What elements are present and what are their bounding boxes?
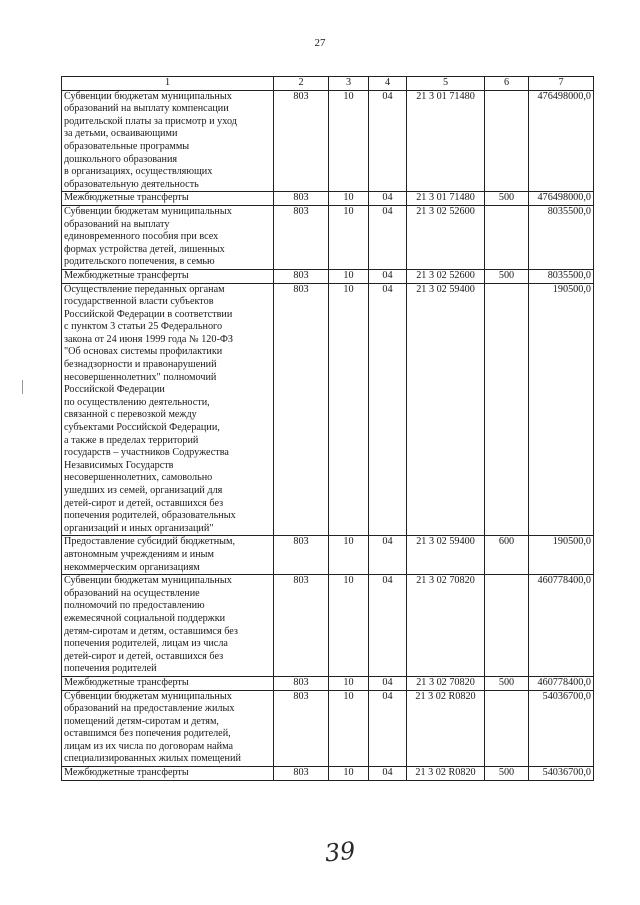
section-code-cell: 10 xyxy=(329,192,369,206)
table-row xyxy=(62,269,594,283)
row-name-cell xyxy=(62,192,274,206)
row-name-cell xyxy=(62,690,274,767)
ministry-code-cell: 803 xyxy=(274,269,329,283)
column-header: 6 xyxy=(485,77,529,91)
table-row xyxy=(62,690,594,767)
ministry-code-cell: 803 xyxy=(274,767,329,781)
row-name-text: Межбюджетные трансферты xyxy=(64,192,189,204)
expense-type-cell xyxy=(485,690,529,767)
table-row xyxy=(62,575,594,677)
row-name-text: Межбюджетные трансферты xyxy=(64,676,189,688)
amount-cell: 476498000,0 xyxy=(529,192,594,206)
row-name-cell xyxy=(62,205,274,269)
row-name-text: Межбюджетные трансферты xyxy=(64,269,189,281)
section-code-cell: 10 xyxy=(329,283,369,536)
expense-type-cell xyxy=(485,205,529,269)
target-article-cell: 21 3 01 71480 xyxy=(407,192,485,206)
column-header: 7 xyxy=(529,77,594,91)
table-row xyxy=(62,283,594,536)
ministry-code-cell: 803 xyxy=(274,90,329,192)
column-header: 3 xyxy=(329,77,369,91)
row-name-text: Субвенции бюджетам муниципальных образований на выплату компенсации родительской платы за присмотр и уход за детьми, осваивающими образовательные программы дошкольного образования в организациях, осуществляющих образовательную деятельность xyxy=(64,90,237,190)
target-article-cell: 21 3 02 52600 xyxy=(407,205,485,269)
expense-type-cell: 500 xyxy=(485,767,529,781)
ministry-code-cell: 803 xyxy=(274,536,329,575)
amount-cell: 190500,0 xyxy=(529,283,594,536)
expense-type-cell: 500 xyxy=(485,192,529,206)
expense-type-cell xyxy=(485,90,529,192)
handwritten-page-number xyxy=(310,833,370,869)
section-code-cell: 10 xyxy=(329,90,369,192)
expense-type-cell: 500 xyxy=(485,269,529,283)
column-header: 5 xyxy=(407,77,485,91)
subsection-code-cell: 04 xyxy=(369,269,407,283)
ministry-code-cell: 803 xyxy=(274,676,329,690)
amount-cell: 8035500,0 xyxy=(529,269,594,283)
row-name-cell xyxy=(62,269,274,283)
target-article-cell: 21 3 02 59400 xyxy=(407,283,485,536)
expense-type-cell: 500 xyxy=(485,676,529,690)
row-name-text: Субвенции бюджетам муниципальных образований на предоставление жилых помещений детям-сиротам и детям, оставшимся без попечения родителей, лицам из их числа по договорам найма специализированных жилых помещений xyxy=(64,690,241,765)
row-name-cell xyxy=(62,676,274,690)
target-article-cell: 21 3 02 52600 xyxy=(407,269,485,283)
column-header: 1 xyxy=(62,77,274,91)
table-row xyxy=(62,205,594,269)
page-number: 27 xyxy=(314,37,326,49)
section-code-cell: 10 xyxy=(329,536,369,575)
ministry-code-cell: 803 xyxy=(274,575,329,677)
target-article-cell: 21 3 01 71480 xyxy=(407,90,485,192)
amount-cell: 54036700,0 xyxy=(529,690,594,767)
table-row xyxy=(62,192,594,206)
subsection-code-cell: 04 xyxy=(369,192,407,206)
column-header: 4 xyxy=(369,77,407,91)
row-name-text: Субвенции бюджетам муниципальных образований на выплату единовременного пособия при всех формах устройства детей, лишенных родительского попечения, в семью xyxy=(64,205,232,268)
section-code-cell: 10 xyxy=(329,575,369,677)
row-name-text: Осуществление переданных органам государственной власти субъектов Российской Федерации в соответствии с пунктом 3 статьи 25 Федерального закона от 24 июня 1999 года № 120-ФЗ "Об основах системы профилактики безнадзорности и правонарушений несовершеннолетних" полномочий Российской Федерации по осуществлению деятельности, связанной с перевозкой между субъектами Российской Федерации, а также в пределах территорий государств – участников Содружества Независимых Государств несовершеннолетних, самовольно ушедших из семей, организаций для детей-сирот и детей, оставшихся без попечения родителей, образовательных организаций и иных организаций" xyxy=(64,283,236,534)
table-row xyxy=(62,536,594,575)
expense-type-cell xyxy=(485,575,529,677)
section-code-cell: 10 xyxy=(329,205,369,269)
subsection-code-cell: 04 xyxy=(369,536,407,575)
expense-type-cell xyxy=(485,283,529,536)
row-name-cell xyxy=(62,767,274,781)
target-article-cell: 21 3 02 R0820 xyxy=(407,690,485,767)
subsection-code-cell: 04 xyxy=(369,676,407,690)
amount-cell: 460778400,0 xyxy=(529,575,594,677)
margin-mark xyxy=(22,380,23,394)
amount-cell: 190500,0 xyxy=(529,536,594,575)
row-name-text: Субвенции бюджетам муниципальных образований на осуществление полномочий по предоставлению ежемесячной социальной поддержки детям-сиротам и детям, оставшимся без попечения родителей, лицам из числа детей-сирот и детей, оставшихся без попечения родителей xyxy=(64,575,238,675)
column-header: 2 xyxy=(274,77,329,91)
amount-cell: 476498000,0 xyxy=(529,90,594,192)
ministry-code-cell: 803 xyxy=(274,192,329,206)
subsection-code-cell: 04 xyxy=(369,690,407,767)
ministry-code-cell: 803 xyxy=(274,205,329,269)
subsection-code-cell: 04 xyxy=(369,575,407,677)
target-article-cell: 21 3 02 59400 xyxy=(407,536,485,575)
subsection-code-cell: 04 xyxy=(369,767,407,781)
row-name-text: Предоставление субсидий бюджетным, автономным учреждениям и иным некоммерческим организациям xyxy=(64,536,236,573)
target-article-cell: 21 3 02 70820 xyxy=(407,676,485,690)
section-code-cell: 10 xyxy=(329,767,369,781)
subsection-code-cell: 04 xyxy=(369,283,407,536)
amount-cell: 54036700,0 xyxy=(529,767,594,781)
expense-type-cell: 600 xyxy=(485,536,529,575)
target-article-cell: 21 3 02 70820 xyxy=(407,575,485,677)
target-article-cell: 21 3 02 R0820 xyxy=(407,767,485,781)
amount-cell: 460778400,0 xyxy=(529,676,594,690)
subsection-code-cell: 04 xyxy=(369,205,407,269)
row-name-cell xyxy=(62,575,274,677)
row-name-text: Межбюджетные трансферты xyxy=(64,767,189,779)
section-code-cell: 10 xyxy=(329,690,369,767)
table-row xyxy=(62,90,594,192)
amount-cell: 8035500,0 xyxy=(529,205,594,269)
row-name-cell xyxy=(62,283,274,536)
ministry-code-cell: 803 xyxy=(274,283,329,536)
table-row xyxy=(62,676,594,690)
ministry-code-cell: 803 xyxy=(274,690,329,767)
row-name-cell xyxy=(62,90,274,192)
table-header-row xyxy=(62,77,594,91)
section-code-cell: 10 xyxy=(329,676,369,690)
table-row xyxy=(62,767,594,781)
section-code-cell: 10 xyxy=(329,269,369,283)
row-name-cell xyxy=(62,536,274,575)
handwritten-number-text: 39 xyxy=(323,836,357,868)
subsection-code-cell: 04 xyxy=(369,90,407,192)
budget-table xyxy=(61,76,594,781)
